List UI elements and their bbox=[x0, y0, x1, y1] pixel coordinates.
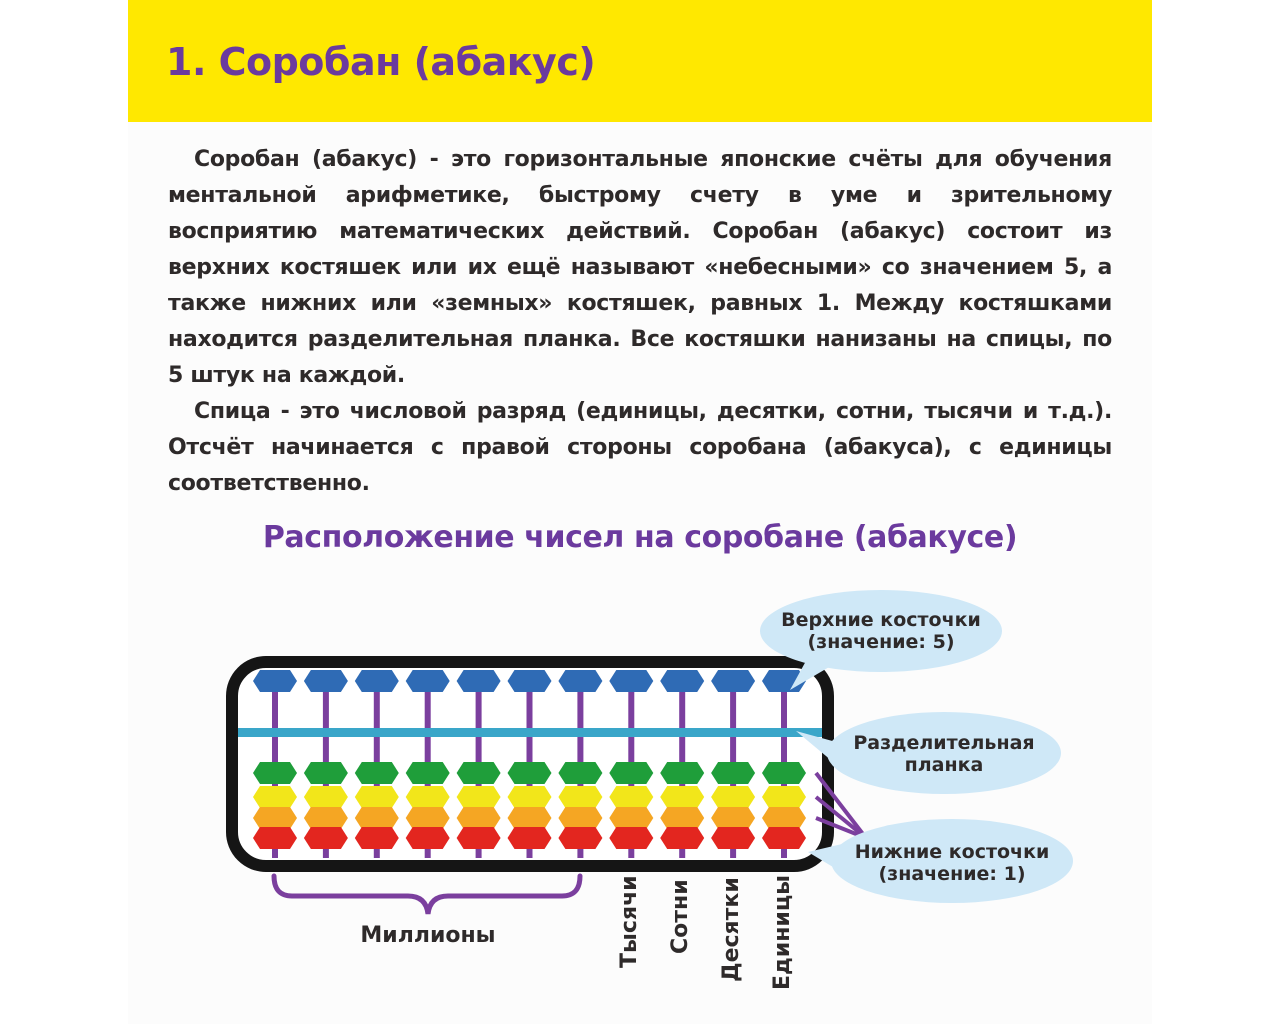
lower-bead bbox=[253, 807, 297, 829]
callout-upper-line2: (значение: 5) bbox=[807, 631, 955, 653]
callout-upper-line1: Верхние косточки bbox=[781, 609, 981, 631]
intro-paragraph-2: Спица - это числовой разряд (единицы, десятки, сотни, тысячи и т.д.). Отсчёт начинается с правой стороны соробана (абакуса), с единицы соответственно. bbox=[168, 399, 1112, 496]
lower-bead bbox=[711, 786, 755, 808]
lower-bead bbox=[355, 807, 399, 829]
lower-bead bbox=[253, 762, 297, 784]
upper-bead bbox=[457, 670, 501, 692]
lower-bead bbox=[762, 786, 806, 808]
lower-bead bbox=[355, 786, 399, 808]
lower-bead bbox=[558, 762, 602, 784]
upper-bead bbox=[660, 670, 704, 692]
lower-bead bbox=[304, 786, 348, 808]
callout-lower-line2: (значение: 1) bbox=[878, 863, 1026, 885]
lower-bead bbox=[406, 807, 450, 829]
lower-bead bbox=[558, 807, 602, 829]
lower-bead bbox=[304, 827, 348, 849]
label-tens: Десятки bbox=[719, 877, 744, 982]
label-units: Единицы bbox=[770, 874, 795, 990]
upper-bead bbox=[304, 670, 348, 692]
lower-bead bbox=[762, 827, 806, 849]
upper-bead bbox=[558, 670, 602, 692]
lower-bead bbox=[558, 827, 602, 849]
lower-bead bbox=[457, 807, 501, 829]
lower-bead bbox=[660, 762, 704, 784]
lower-bead bbox=[660, 807, 704, 829]
lower-bead bbox=[406, 786, 450, 808]
millions-brace bbox=[274, 876, 580, 914]
lower-bead bbox=[711, 827, 755, 849]
lower-bead bbox=[660, 827, 704, 849]
upper-bead bbox=[609, 670, 653, 692]
page-title: 1. Соробан (абакус) bbox=[166, 40, 596, 84]
diagram-title: Расположение чисел на соробане (абакусе) bbox=[262, 520, 1018, 555]
intro-paragraph-1: Соробан (абакус) - это горизонтальные японские счёты для обучения ментальной арифметике, быстрому счету в уме и зрительному восприятию математических действий. Соробан (абакус) состоит из верхних костяшек или их ещё называют «небесными» со значением 5, а также нижних или «земных» костяшек, равных 1. Между костяшками находится разделительная планка. Все костяшки нанизаны на спицы, по 5 штук на каждой. bbox=[168, 147, 1112, 388]
callout-lower-line1: Нижние косточки bbox=[854, 841, 1050, 863]
abacus bbox=[232, 662, 828, 866]
lower-bead bbox=[253, 786, 297, 808]
callout-divider-bar bbox=[796, 712, 1061, 794]
lower-bead bbox=[406, 827, 450, 849]
lower-bead bbox=[406, 762, 450, 784]
upper-bead bbox=[253, 670, 297, 692]
upper-bead bbox=[355, 670, 399, 692]
lower-bead bbox=[508, 807, 552, 829]
lower-bead bbox=[508, 762, 552, 784]
lower-bead bbox=[609, 807, 653, 829]
lower-bead bbox=[609, 786, 653, 808]
label-millions: Миллионы bbox=[360, 923, 496, 948]
lower-bead bbox=[457, 827, 501, 849]
divider-bar bbox=[238, 728, 822, 737]
upper-bead bbox=[711, 670, 755, 692]
lower-bead bbox=[711, 807, 755, 829]
lower-bead bbox=[660, 786, 704, 808]
lower-bead bbox=[609, 827, 653, 849]
lower-bead bbox=[304, 807, 348, 829]
lower-bead bbox=[762, 762, 806, 784]
lower-bead bbox=[711, 762, 755, 784]
lower-bead bbox=[508, 827, 552, 849]
lower-bead bbox=[558, 786, 602, 808]
upper-bead bbox=[508, 670, 552, 692]
lower-bead bbox=[355, 762, 399, 784]
lower-bead bbox=[508, 786, 552, 808]
lower-bead bbox=[457, 786, 501, 808]
label-thousands: Тысячи bbox=[617, 875, 642, 968]
lower-bead bbox=[355, 827, 399, 849]
lower-bead bbox=[762, 807, 806, 829]
callout-bar-line1: Разделительная bbox=[853, 732, 1035, 754]
upper-bead bbox=[406, 670, 450, 692]
lower-bead bbox=[253, 827, 297, 849]
lower-bead bbox=[304, 762, 348, 784]
label-hundreds: Сотни bbox=[668, 879, 693, 954]
callout-bar-line2: планка bbox=[904, 754, 984, 776]
lower-bead bbox=[609, 762, 653, 784]
lower-bead bbox=[457, 762, 501, 784]
